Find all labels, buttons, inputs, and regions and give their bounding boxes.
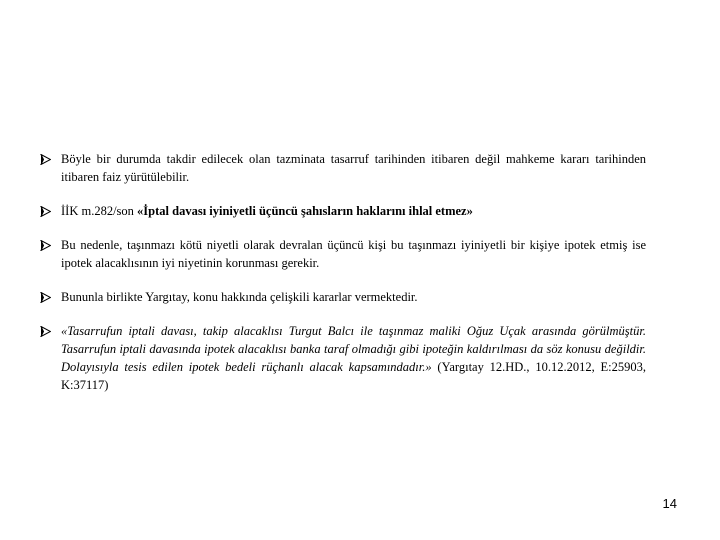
arrowhead-bullet-icon — [40, 292, 51, 303]
bullet-item-tazminat-faiz — [40, 150, 646, 186]
bullet-list — [40, 150, 646, 394]
bullet-citation: (Yargıtay 12.HD., 10.12.2012, E:25903, K:37117) — [61, 360, 646, 392]
page-number: 14 — [662, 496, 677, 511]
arrowhead-bullet-icon — [40, 240, 51, 251]
bullet-text: Böyle bir durumda takdir edilecek olan tazminata tasarruf tarihinden itibaren değil mahkeme kararı tarihinden itibaren faiz yürütülebilir. — [61, 152, 646, 184]
arrowhead-bullet-icon — [40, 206, 51, 217]
bullet-item-ipotek-iyiniyet — [40, 236, 646, 272]
bullet-item-yargitay-karar — [40, 322, 646, 394]
arrowhead-bullet-icon — [40, 326, 51, 337]
bullet-italic-quote: «Tasarrufun iptali davası, takip alacaklısı Turgut Balcı ile taşınmaz maliki Oğuz Uçak arasında görülmüştür. Tasarrufun iptali davasında ipotek alacaklısı banka taraf olmadığı gibi ipoteğin kaldırılması da söz konusu değildir. Dolayısıyla tesis edilen ipotek bedeli rüçhanlı alacak kapsamındadır.» — [61, 324, 646, 374]
bullet-bold-quote: «İptal davası iyiniyetli üçüncü şahısların haklarını ihlal etmez» — [137, 204, 473, 218]
bullet-text: Bu nedenle, taşınmazı kötü niyetli olarak devralan üçüncü kişi bu taşınmazı iyiniyetli bir kişiye ipotek etmiş ise ipotek alacaklısının iyi niyetinin korunması gerekir. — [61, 238, 646, 270]
bullet-prefix: İİK m.282/son — [61, 204, 138, 218]
arrowhead-bullet-icon — [40, 154, 51, 165]
bullet-text: Bununla birlikte Yargıtay, konu hakkında çelişkili kararlar vermektedir. — [61, 290, 418, 304]
bullet-item-yargitay-celiskili — [40, 288, 646, 306]
bullet-item-iik-282 — [40, 202, 646, 220]
